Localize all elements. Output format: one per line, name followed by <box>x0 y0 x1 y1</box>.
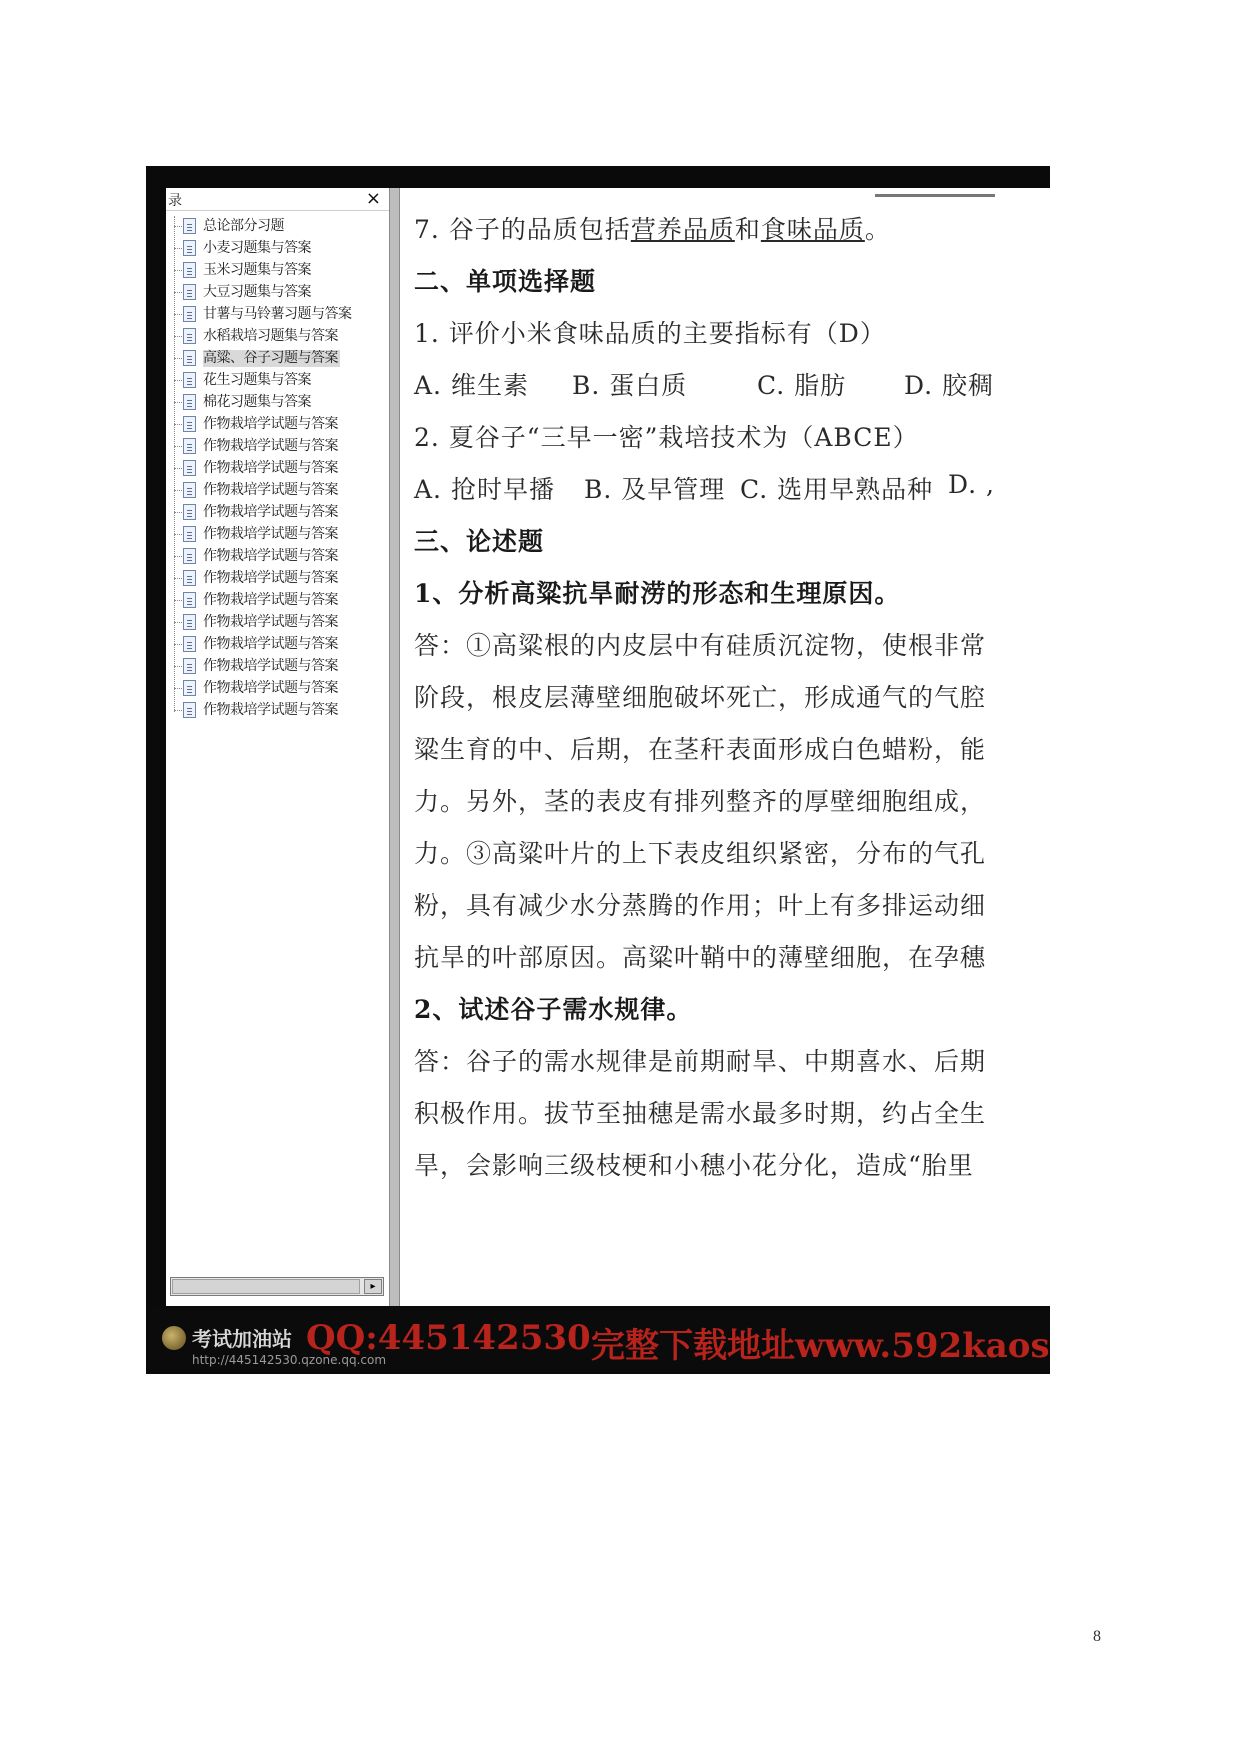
answer-line: 答：①高粱根的内皮层中有硅质沉淀物，使根非常 <box>414 631 987 660</box>
toc-item-label: 作物栽培学试题与答案 <box>203 416 338 432</box>
document-icon <box>183 504 196 520</box>
tree-branch <box>174 644 182 645</box>
banner-qq: QQ:445142530 <box>306 1318 591 1358</box>
toc-item[interactable] <box>166 414 389 436</box>
text-segment: 和 <box>734 215 761 244</box>
underlined-answer: 营养品质 <box>630 215 735 244</box>
toc-item[interactable] <box>166 546 389 568</box>
document-icon <box>183 306 196 322</box>
document-icon <box>183 416 196 432</box>
toc-item-label: 作物栽培学试题与答案 <box>203 504 338 520</box>
option-c: C. 脂肪 <box>757 371 847 400</box>
banner-url: http://445142530.qzone.qq.com <box>192 1353 387 1367</box>
tree-branch <box>174 688 182 689</box>
answer-line: 力。③高粱叶片的上下表皮组织紧密，分布的气孔 <box>414 839 987 868</box>
page-number: 8 <box>1093 1628 1101 1645</box>
top-rule <box>875 194 995 197</box>
tree-branch <box>174 424 182 425</box>
horizontal-scrollbar[interactable] <box>170 1277 384 1296</box>
answer-line: 积极作用。拔节至抽穗是需水最多时期，约占全生 <box>414 1099 987 1128</box>
toc-item-label: 大豆习题集与答案 <box>203 284 311 300</box>
toc-item[interactable] <box>166 260 389 282</box>
tree-branch <box>174 512 182 513</box>
toc-item-label: 作物栽培学试题与答案 <box>203 702 338 718</box>
option-b: B. 蛋白质 <box>572 371 688 400</box>
pane-splitter[interactable] <box>389 188 400 1306</box>
toc-item[interactable] <box>166 238 389 260</box>
tree-branch <box>174 292 182 293</box>
toc-item-label: 作物栽培学试题与答案 <box>203 482 338 498</box>
tree-branch <box>174 446 182 447</box>
tree-branch <box>174 358 182 359</box>
toc-item[interactable] <box>166 348 389 370</box>
close-icon[interactable]: × <box>365 188 381 209</box>
toc-item-label: 作物栽培学试题与答案 <box>203 526 338 542</box>
toc-item[interactable] <box>166 568 389 590</box>
document-icon <box>183 218 196 234</box>
underlined-answer: 食味品质 <box>760 215 865 244</box>
toc-item-label: 甘薯与马铃薯习题与答案 <box>203 306 352 322</box>
document-content <box>400 188 1050 1306</box>
document-icon <box>183 636 196 652</box>
toc-item[interactable] <box>166 590 389 612</box>
tree-branch <box>174 710 182 711</box>
document-icon <box>183 438 196 454</box>
document-icon <box>183 548 196 564</box>
toc-item-label: 作物栽培学试题与答案 <box>203 438 338 454</box>
options-row-1 <box>414 366 1050 400</box>
document-icon <box>183 240 196 256</box>
sidebar-header <box>166 188 389 211</box>
tree-branch <box>174 556 182 557</box>
toc-item[interactable] <box>166 436 389 458</box>
toc-item-label: 花生习题集与答案 <box>203 372 311 388</box>
site-logo-icon <box>162 1326 186 1350</box>
document-icon <box>183 592 196 608</box>
document-icon <box>183 394 196 410</box>
toc-item-label: 高粱、谷子习题与答案 <box>203 350 338 366</box>
tree-branch <box>174 270 182 271</box>
tree-branch <box>174 380 182 381</box>
document-icon <box>183 570 196 586</box>
toc-item[interactable] <box>166 392 389 414</box>
toc-item[interactable] <box>166 480 389 502</box>
scroll-right-arrow-icon[interactable]: ▸ <box>364 1279 382 1294</box>
option-d: D. 胶稠 <box>904 371 995 400</box>
text-segment: 7. 谷子的品质包括 <box>414 215 631 244</box>
tree-branch <box>174 468 182 469</box>
watermark-banner <box>146 1306 1050 1374</box>
toc-item-label: 作物栽培学试题与答案 <box>203 592 338 608</box>
answer-line: 答：谷子的需水规律是前期耐旱、中期喜水、后期 <box>414 1047 987 1076</box>
tree-branch <box>174 336 182 337</box>
tree-branch <box>174 226 182 227</box>
document-icon <box>183 372 196 388</box>
toc-item[interactable] <box>166 282 389 304</box>
toc-item-label: 总论部分习题 <box>203 218 284 234</box>
document-icon <box>183 350 196 366</box>
option-b: B. 及早管理 <box>584 475 726 504</box>
toc-item-label: 玉米习题集与答案 <box>203 262 311 278</box>
tree-branch <box>174 666 182 667</box>
toc-sidebar <box>166 188 389 1306</box>
answer-line: 阶段，根皮层薄壁细胞破坏死亡，形成通气的气腔 <box>414 683 987 712</box>
document-icon <box>183 680 196 696</box>
tree-branch <box>174 402 182 403</box>
document-icon <box>183 284 196 300</box>
document-icon <box>183 482 196 498</box>
option-d: D. , <box>948 470 995 499</box>
answer-line: 力。另外，茎的表皮有排列整齐的厚壁细胞组成， <box>414 787 987 816</box>
toc-item[interactable] <box>166 524 389 546</box>
document-icon <box>183 702 196 718</box>
option-a: A. 抢时早播 <box>414 475 555 504</box>
question-1: 1. 评价小米食味品质的主要指标有（D） <box>414 319 886 348</box>
toc-item[interactable] <box>166 656 389 678</box>
text-segment: 。 <box>864 215 891 244</box>
section-heading-single-choice: 二、单项选择题 <box>414 267 597 296</box>
option-c: C. 选用早熟品种 <box>740 475 934 504</box>
answer-line: 粉，具有减少水分蒸腾的作用；叶上有多排运动细 <box>414 891 987 920</box>
document-icon <box>183 460 196 476</box>
document-icon <box>183 328 196 344</box>
question-2: 2. 夏谷子“三早一密”栽培技术为（ABCE） <box>414 423 919 452</box>
toc-item-label: 作物栽培学试题与答案 <box>203 548 338 564</box>
toc-item[interactable] <box>166 216 389 238</box>
toc-item[interactable] <box>166 612 389 634</box>
toc-item[interactable] <box>166 700 389 722</box>
banner-site-name: 考试加油站 <box>192 1327 292 1351</box>
document-icon <box>183 262 196 278</box>
toc-item[interactable] <box>166 304 389 326</box>
options-row-2 <box>414 470 1050 504</box>
answer-line: 抗旱的叶部原因。高粱叶鞘中的薄壁细胞，在孕穗 <box>414 943 987 972</box>
toc-item-label: 作物栽培学试题与答案 <box>203 680 338 696</box>
essay-question-2: 2、试述谷子需水规律。 <box>414 995 693 1024</box>
toc-item[interactable] <box>166 370 389 392</box>
scrollbar-thumb[interactable] <box>172 1279 360 1294</box>
toc-item[interactable] <box>166 678 389 700</box>
tree-branch <box>174 600 182 601</box>
toc-item[interactable] <box>166 458 389 480</box>
toc-item-label: 小麦习题集与答案 <box>203 240 311 256</box>
option-a: A. 维生素 <box>414 371 529 400</box>
section-heading-essay: 三、论述题 <box>414 527 545 556</box>
tree-branch <box>174 534 182 535</box>
document-icon <box>183 526 196 542</box>
tree-branch <box>174 314 182 315</box>
essay-question-1: 1、分析高粱抗旱耐涝的形态和生理原因。 <box>414 579 901 608</box>
screenshot-frame <box>146 166 1050 1374</box>
toc-item-label: 棉花习题集与答案 <box>203 394 311 410</box>
tree-branch <box>174 490 182 491</box>
toc-item-label: 作物栽培学试题与答案 <box>203 570 338 586</box>
toc-item[interactable] <box>166 502 389 524</box>
answer-line: 粱生育的中、后期，在茎秆表面形成白色蜡粉，能 <box>414 735 987 764</box>
toc-item-label: 作物栽培学试题与答案 <box>203 658 338 674</box>
tree-branch <box>174 248 182 249</box>
document-icon <box>183 658 196 674</box>
tree-branch <box>174 578 182 579</box>
banner-download: 完整下载地址www.592kaos <box>591 1326 1050 1366</box>
answer-line: 旱，会影响三级枝梗和小穗小花分化，造成“胎里 <box>414 1151 974 1180</box>
tree-branch <box>174 622 182 623</box>
toc-item-label: 水稻栽培习题集与答案 <box>203 328 338 344</box>
text-line-quality <box>414 210 891 246</box>
toc-item-label: 作物栽培学试题与答案 <box>203 614 338 630</box>
toc-item-label: 作物栽培学试题与答案 <box>203 460 338 476</box>
toc-item[interactable] <box>166 634 389 656</box>
document-icon <box>183 614 196 630</box>
sidebar-title: 录 <box>168 193 182 209</box>
toc-item[interactable] <box>166 326 389 348</box>
toc-item-label: 作物栽培学试题与答案 <box>203 636 338 652</box>
